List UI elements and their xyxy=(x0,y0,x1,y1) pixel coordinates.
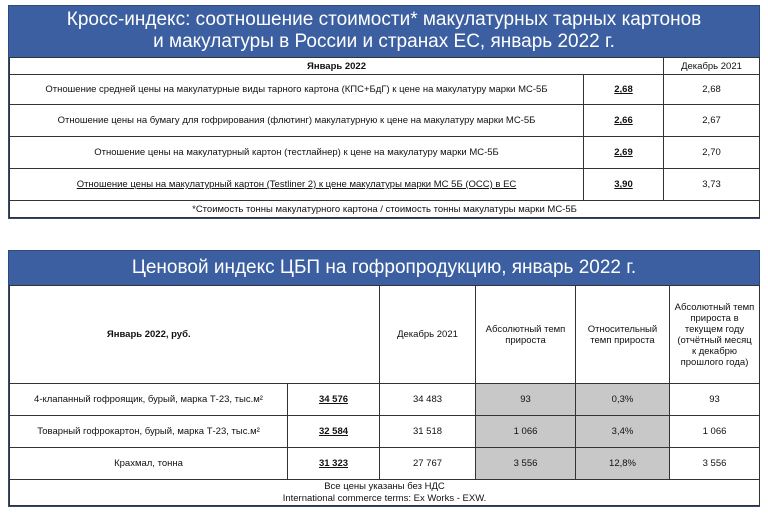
cross-row-dec: 2,68 xyxy=(664,75,760,105)
cbp-row-rel: 0,3% xyxy=(576,384,670,416)
cross-row-label: Отношение цены на макулатурный картон (тестлайнер) к цене на макулатуру марки МС-5Б xyxy=(10,137,584,169)
cbp-col-jan: Январь 2022, руб. xyxy=(10,286,288,384)
cbp-row-abs: 3 556 xyxy=(476,448,576,480)
table-row xyxy=(10,384,760,416)
cross-col-jan: Январь 2022 xyxy=(10,58,664,75)
cbp-row-ytd: 93 xyxy=(670,384,760,416)
cross-index-title-line2: и макулатуры в России и странах ЕС, январь 2022 г. xyxy=(153,31,615,52)
cross-row-jan: 2,68 xyxy=(584,75,664,105)
cbp-note-incoterms: International commerce terms: Ex Works - EXW. xyxy=(282,492,487,504)
cbp-row-rel: 12,8% xyxy=(576,448,670,480)
cbp-col-jan-value-header xyxy=(288,286,380,384)
cbp-row-abs: 93 xyxy=(476,384,576,416)
table-row xyxy=(10,105,760,137)
cross-index-title-line1: Кросс-индекс: соотношение стоимости* макулатурных тарных картонов xyxy=(66,9,702,30)
table-row xyxy=(10,137,760,169)
cbp-index-title-text: Ценовой индекс ЦБП на гофропродукцию, январь 2022 г. xyxy=(131,257,637,278)
cbp-row-dec: 34 483 xyxy=(380,384,476,416)
cross-col-dec: Декабрь 2021 xyxy=(664,58,760,75)
cross-index-panel xyxy=(8,5,760,219)
cbp-row-rel: 3,4% xyxy=(576,416,670,448)
cbp-row-ytd: 1 066 xyxy=(670,416,760,448)
cross-row-label: Отношение средней цены на макулатурные виды тарного картона (КПС+БдГ) к цене на макулатуру марки МС-5Б xyxy=(10,75,584,105)
cross-index-header-row xyxy=(10,58,760,75)
cbp-row-dec: 27 767 xyxy=(380,448,476,480)
cbp-row-jan: 32 584 xyxy=(288,416,380,448)
cbp-index-table xyxy=(9,285,760,506)
cross-row-dec: 3,73 xyxy=(664,169,760,201)
cbp-row-abs: 1 066 xyxy=(476,416,576,448)
cross-row-dec: 2,67 xyxy=(664,105,760,137)
cross-footnote-row xyxy=(10,201,760,218)
table-row xyxy=(10,75,760,105)
cbp-col-rel: Относительный темп прироста xyxy=(576,286,670,384)
cross-row-jan: 2,66 xyxy=(584,105,664,137)
table-row xyxy=(10,169,760,201)
cbp-notes xyxy=(10,480,760,506)
cbp-row-ytd: 3 556 xyxy=(670,448,760,480)
cross-row-label: Отношение цены на макулатурный картон (Testliner 2) к цене макулатуры марки МС 5Б (OCC) в ЕС xyxy=(10,169,584,201)
cbp-header-row xyxy=(10,286,760,384)
cross-row-jan: 3,90 xyxy=(584,169,664,201)
cross-row-label: Отношение цены на бумагу для гофрирования (флютинг) макулатурную к цене на макулатуру марки МС-5Б xyxy=(10,105,584,137)
table-row xyxy=(10,416,760,448)
table-row xyxy=(10,448,760,480)
cross-index-title xyxy=(9,6,759,57)
cbp-row-jan: 31 323 xyxy=(288,448,380,480)
cbp-row-label: Крахмал, тонна xyxy=(10,448,288,480)
cbp-notes-row xyxy=(10,480,760,506)
cbp-col-ytd: Абсолютный темп прироста в текущем году (отчётный месяц к декабрю прошлого года) xyxy=(670,286,760,384)
cbp-col-abs: Абсолютный темп прироста xyxy=(476,286,576,384)
cbp-row-dec: 31 518 xyxy=(380,416,476,448)
cross-footnote: *Стоимость тонны макулатурного картона / стоимость тонны макулатуры марки МС-5Б xyxy=(10,201,760,218)
cbp-note-vat: Все цены указаны без НДС xyxy=(324,480,445,492)
cbp-index-title xyxy=(9,251,759,285)
cbp-index-panel xyxy=(8,250,760,507)
cross-row-jan: 2,69 xyxy=(584,137,664,169)
cross-index-table xyxy=(9,57,760,218)
cbp-row-label: 4-клапанный гофроящик, бурый, марка Т-23, тыс.м² xyxy=(10,384,288,416)
cbp-row-label: Товарный гофрокартон, бурый, марка Т-23, тыс.м² xyxy=(10,416,288,448)
cbp-row-jan: 34 576 xyxy=(288,384,380,416)
cross-row-dec: 2,70 xyxy=(664,137,760,169)
cbp-col-dec: Декабрь 2021 xyxy=(380,286,476,384)
